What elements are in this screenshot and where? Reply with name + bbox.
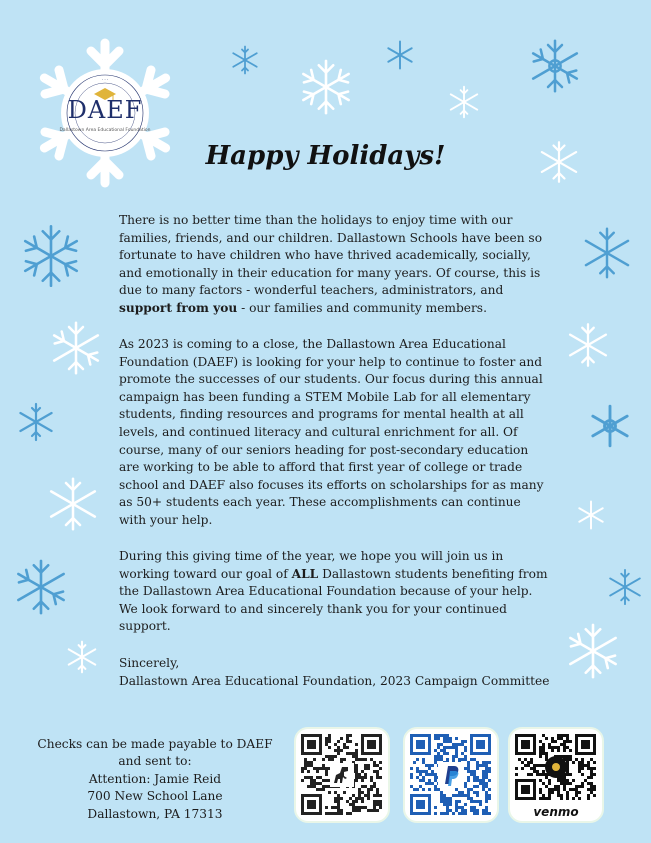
signature: Dallastown Area Educational Foundation, 2023 Campaign Committee [119,673,550,688]
snowflake-icon [580,226,634,280]
paragraph-text: There is no better time than the holidays to enjoy time with our families, friends, and our children. Dallastown Schools have been so fortunate to have children who have thrived academically, socially, and emotionally in their education for many years. Of course, this is due to many factors - wonderful teachers, administrators, and [119,213,543,298]
letter-paragraph-2 [119,336,551,530]
paragraph-text: Dallastown students benefiting from the Dallastown Area Educational Foundation because of your help. We look forward to and sincerely thank you for your continued support. [119,566,548,634]
snowflake-icon [297,58,355,116]
snowflake-icon [527,38,583,94]
logo-acronym: DAEF [67,96,143,124]
mailing-line: Attention: Jamie Reid [88,771,222,786]
qr-code-dinosaur[interactable] [294,727,390,823]
snowflake-icon [48,320,104,376]
page-title: Happy Holidays! [205,141,446,171]
letter-paragraph-3 [119,548,551,636]
qr-code-venmo[interactable] [508,727,604,823]
snowflake-icon [576,500,606,530]
dinosaur-icon [330,763,354,787]
qr-code-paypal[interactable] [403,727,499,823]
snowflake-icon [65,640,99,674]
snowflake-icon [385,40,415,70]
mailing-line: Dallastown, PA 17313 [87,806,223,821]
paypal-icon [438,762,464,788]
snowflake-icon [12,558,70,616]
paragraph-text: During this giving time of the year, we hope you will join us in working toward our goal of [119,549,504,581]
snowflake-icon [447,85,481,119]
mailing-line: and sent to: [118,754,192,769]
snowflake-icon [230,45,260,75]
venmo-label: venmo [533,805,579,819]
paragraph-text: As 2023 is coming to a close, the Dallastown Area Educational Foundation (DAEF) is looking for your help to continue to foster and promote the successes of our students. Our focus during this annual campaign has been funding a STEM Mobile Lab for all elementary students, finding resources and programs for mental health at all levels, and continued literacy and cultural enrichment for all. Of course, many of our seniors heading for post-secondary education are working to be able to afford that first year of college or trade school and DAEF also focuses its efforts on scholarships for as many as 50+ students each year. These accomplishments can continue with your help. [119,337,544,527]
venmo-logo-icon [544,755,568,779]
salutation: Sincerely, [119,656,180,670]
snowflake-icon [565,322,611,368]
svg-text:· · ·: · · · [101,77,109,82]
snowflake-icon [16,402,56,442]
mailing-line: 700 New School Lane [87,789,223,804]
snowflake-icon [45,476,101,532]
mailing-address [30,736,280,823]
bold-emphasis: ALL [291,566,319,581]
letter-paragraph-1 [119,212,551,318]
bold-emphasis: support from you [119,300,238,315]
snowflake-icon [564,622,622,680]
paragraph-text: - our families and community members. [237,300,487,315]
mailing-line: Checks can be made payable to DAEF [37,737,273,751]
snowflake-icon [606,568,644,606]
snowflake-icon [18,223,84,289]
snowflake-icon [588,404,632,448]
logo-subtitle: Dallastown Area Educational Foundation [59,128,151,133]
letter-closing [119,655,551,690]
